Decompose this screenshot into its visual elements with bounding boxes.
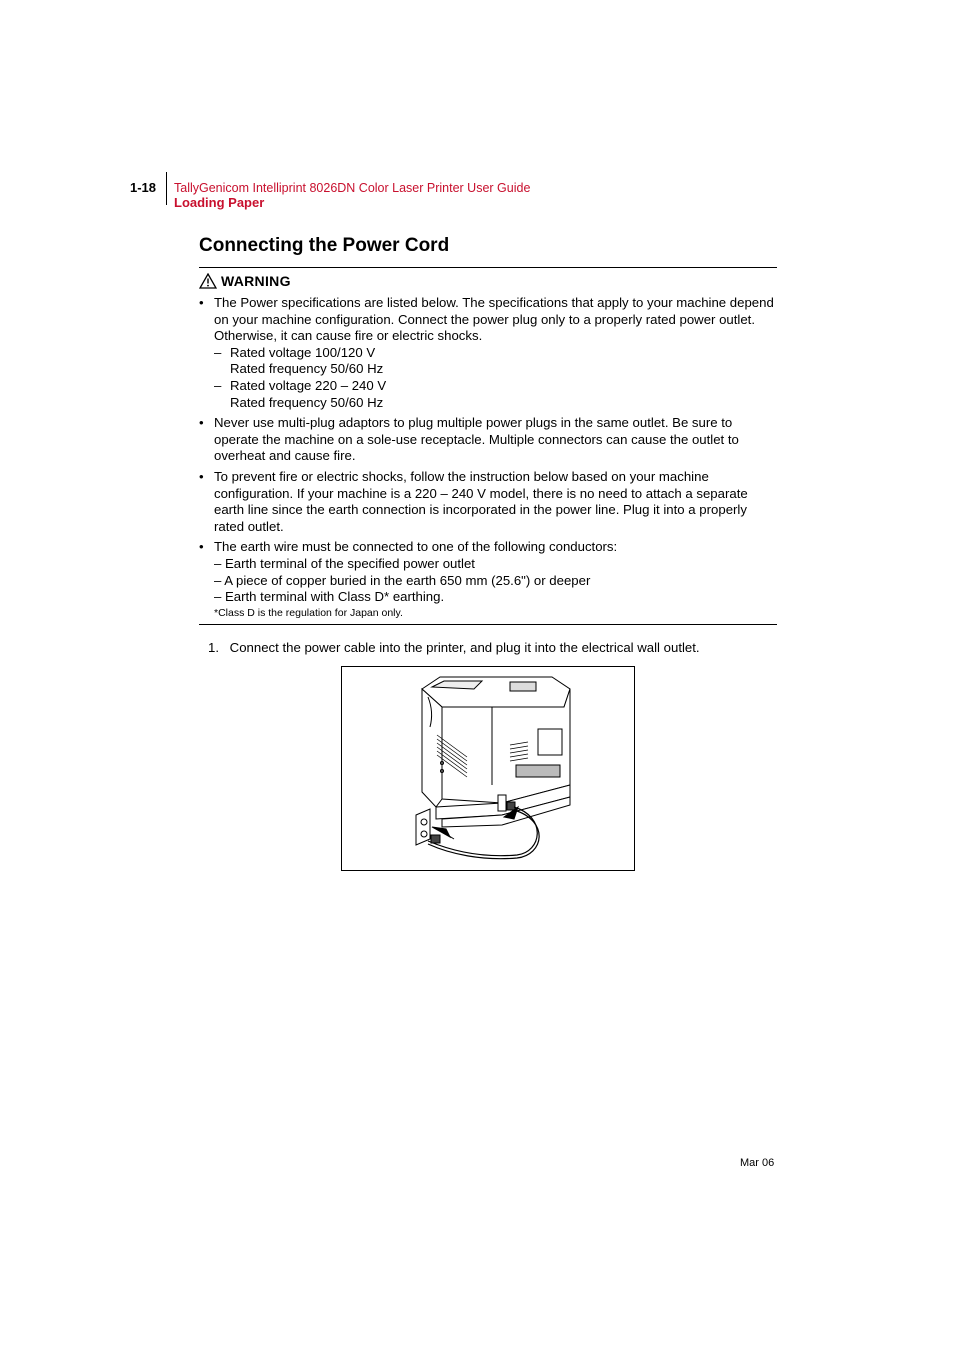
warning-item: • The earth wire must be connected to one of the following conductors: – Earth terminal of the specified power outlet – A piece of copper buried in the earth 650 mm (25.6") or deeper – Earth terminal with Class D* earthing. *Class D is the regulation for Japan only. — [199, 539, 777, 619]
guide-title: TallyGenicom Intelliprint 8026DN Color Laser Printer User Guide — [174, 181, 531, 195]
footer-date: Mar 06 — [740, 1157, 775, 1169]
step-1 — [208, 640, 700, 655]
warning-box — [199, 267, 777, 625]
printer-power-cord-illustration — [341, 666, 635, 871]
step-text: Connect the power cable into the printer, and plug it into the electrical wall outlet. — [229, 640, 700, 655]
warning-list — [199, 295, 777, 624]
conductor-line: – Earth terminal with Class D* earthing. — [214, 589, 445, 605]
section-name: Loading Paper — [174, 195, 265, 210]
footnote: *Class D is the regulation for Japan only. — [214, 606, 403, 619]
conductor-line: – Earth terminal of the specified power outlet — [214, 555, 475, 571]
warning-item: • The Power specifications are listed below. The specifications that apply to your machine depend on your machine configuration. Connect the power plug only to a properly rated power outlet. Otherwise, it can cause fire or electric shocks. – Rated voltage 100/120 V Rated frequency 50/60 Hz – Rated voltage 220 – 240 V Rated frequency 50/60 Hz — [199, 295, 777, 411]
warning-item: • To prevent fire or electric shocks, follow the instruction below based on your machine configuration. If your machine is a 220 – 240 V model, there is no need to attach a separate earth line since the earth connection is incorporated in the power line. Plug it into a properly rated outlet. — [199, 468, 748, 534]
conductor-line: – A piece of copper buried in the earth 650 mm (25.6") or deeper — [214, 572, 591, 588]
warning-header — [199, 273, 291, 289]
spec-item: – Rated voltage 220 – 240 V Rated frequency 50/60 Hz — [214, 377, 387, 410]
warning-triangle-icon — [199, 273, 217, 289]
header-divider — [166, 172, 167, 205]
warning-item: • Never use multi-plug adaptors to plug multiple power plugs in the same outlet. Be sure to operate the machine on a sole-use receptacle. Multiple connectors can cause the outlet to overheat and cause fire. — [199, 415, 739, 464]
spec-item: – Rated voltage 100/120 V Rated frequency 50/60 Hz — [214, 344, 384, 377]
warning-title: WARNING — [221, 273, 291, 289]
step-number: 1. — [208, 640, 219, 655]
page-number: 1-18 — [130, 180, 157, 195]
page-title: Connecting the Power Cord — [199, 235, 450, 256]
